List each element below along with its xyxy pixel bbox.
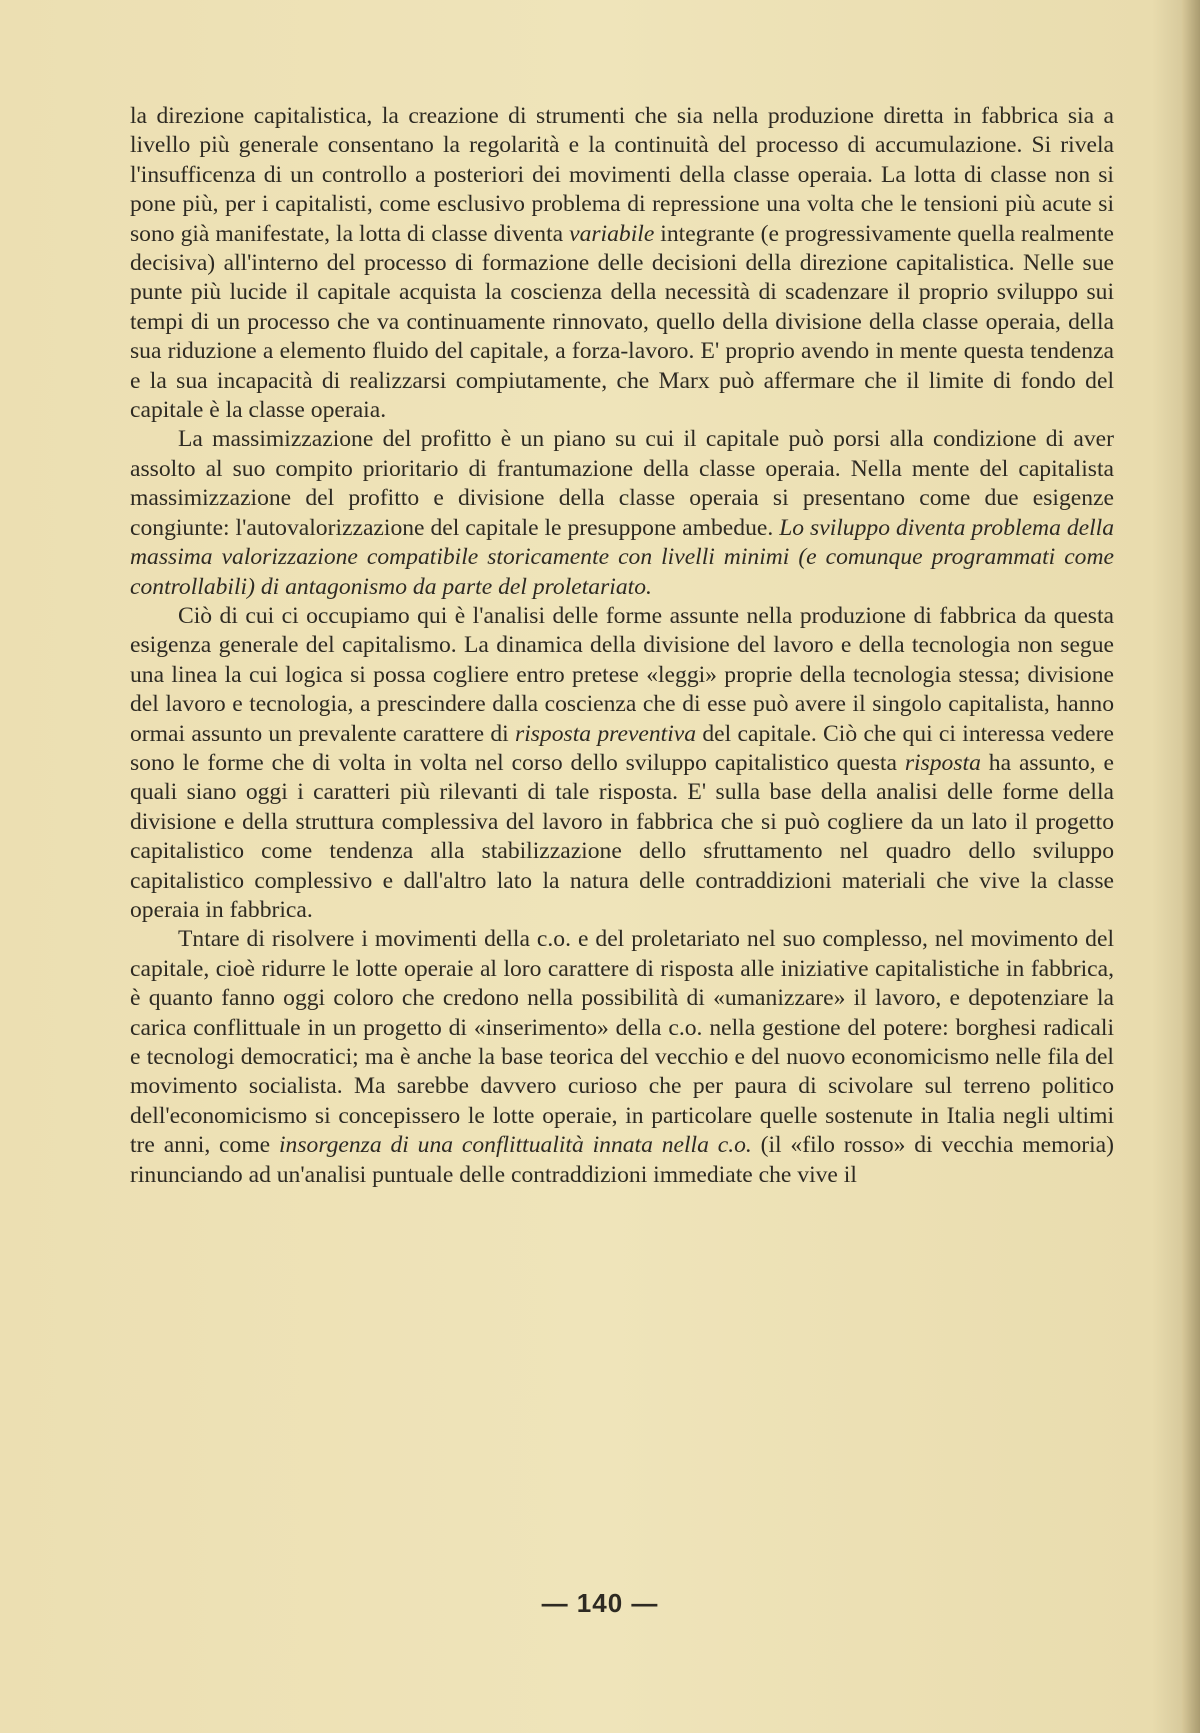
text-segment: del capitale. Ciò che qui ci interessa vedere sono le forme che di volta in volta nel corso dello sviluppo capitalistico questa: [130, 720, 1114, 776]
paragraph-3: [130, 602, 1114, 925]
italic-segment: Lo sviluppo diventa problema della massima valorizzazione compatibile storicamente con livelli minimi (e comunque programmati come controllabili) di antagonismo da parte del proletariato.: [130, 514, 1115, 600]
page-edge-shadow: [1182, 0, 1200, 1733]
text-segment: (il «filo rosso» di vecchia memoria) rinunciando ad un'analisi puntuale delle contraddizioni immediate che vive il: [130, 1132, 1114, 1188]
italic-segment: insorgenza di una conflittualità innata nella c.o.: [278, 1132, 752, 1159]
italic-segment: risposta preventiva: [515, 720, 697, 747]
text-segment: la direzione capitalistica, la creazione di strumenti che sia nella produzione diretta in fabbrica sia a livello più generale consentano la regolarità e la continuità del processo di accumulazione. Si rivela l'insufficenza di un controllo a posteriori dei movimenti della classe operaia. La lotta di classe non si pone più, per i capitalisti, come esclusivo problema di repressione una volta che le tensioni più acute si sono già manifestate, la lotta di classe diventa: [130, 103, 1114, 247]
paragraph-4: [130, 925, 1114, 1190]
text-segment: integrante (e progressivamente quella realmente decisiva) all'interno del processo di formazione delle decisioni della direzione capitalistica. Nelle sue punte più lucide il capitale acquista la coscienza della necessità di scadenzare il proprio sviluppo sui tempi di un processo che va continuamente rinnovato, quello della divisione della classe operaia, della sua riduzione a elemento fluido del capitale, a forza-lavoro. E' proprio avendo in mente questa tendenza e la sua incapacità di realizzarsi compiutamente, che Marx può affermare che il limite di fondo del capitale è la classe operaia.: [130, 220, 1114, 424]
text-segment: Tntare di risolvere i movimenti della c.o. e del proletariato nel suo complesso, nel movimento del capitale, cioè ridurre le lotte operaie al loro carattere di risposta alle iniziative capitalistiche in fabbrica, è quanto fanno oggi coloro che credono nella possibilità di «umanizzare» il lavoro, e depotenziare la carica conflittuale in un progetto di «inserimento» della c.o. nella gestione del potere: borghesi radicali e tecnologi democratici; ma è anche la base teorica del vecchio e del nuovo economicismo nelle fila del movimento socialista. Ma sarebbe davvero curioso che per paura di scivolare sul terreno politico dell'economicismo si concepissero le lotte operaie, in particolare quelle sostenute in Italia negli ultimi tre anni, come: [130, 926, 1114, 1159]
body-text: [130, 102, 1114, 1190]
italic-segment: risposta: [904, 749, 981, 776]
paragraph-2: [130, 425, 1114, 601]
italic-segment: variabile: [569, 220, 655, 247]
paragraph-1: [130, 102, 1114, 425]
page-number: — 140 —: [541, 1588, 659, 1618]
text-segment: Ciò di cui ci occupiamo qui è l'analisi delle forme assunte nella produzione di fabbrica da questa esigenza generale del capitalismo. La dinamica della divisione del lavoro e della tecnologia non segue una linea la cui logica si possa cogliere entro pretese «leggi» proprie della tecnologia stessa; divisione del lavoro e tecnologia, a prescindere dalla coscienza che di esse può avere il singolo capitalista, hanno ormai assunto un prevalente carattere di: [130, 602, 1114, 747]
text-segment: La massimizzazione del profitto è un piano su cui il capitale può porsi alla condizione di aver assolto al suo compito prioritario di frantumazione della classe operaia. Nella mente del capitalista massimizzazione del profitto e divisione della classe operaia si presentano come due esigenze congiunte: l'autovalorizzazione del capitale le presuppone ambedue.: [130, 426, 1114, 541]
text-segment: ha assunto, e quali siano oggi i caratteri più rilevanti di tale risposta. E' sulla base della analisi delle forme della divisione e della struttura complessiva del lavoro in fabbrica che si può cogliere da un lato il progetto capitalistico come tendenza alla stabilizzazione dello sfruttamento nel quadro dello sviluppo capitalistico complessivo e dall'altro lato la natura delle contraddizioni materiali che vive la classe operaia in fabbrica.: [130, 749, 1114, 923]
